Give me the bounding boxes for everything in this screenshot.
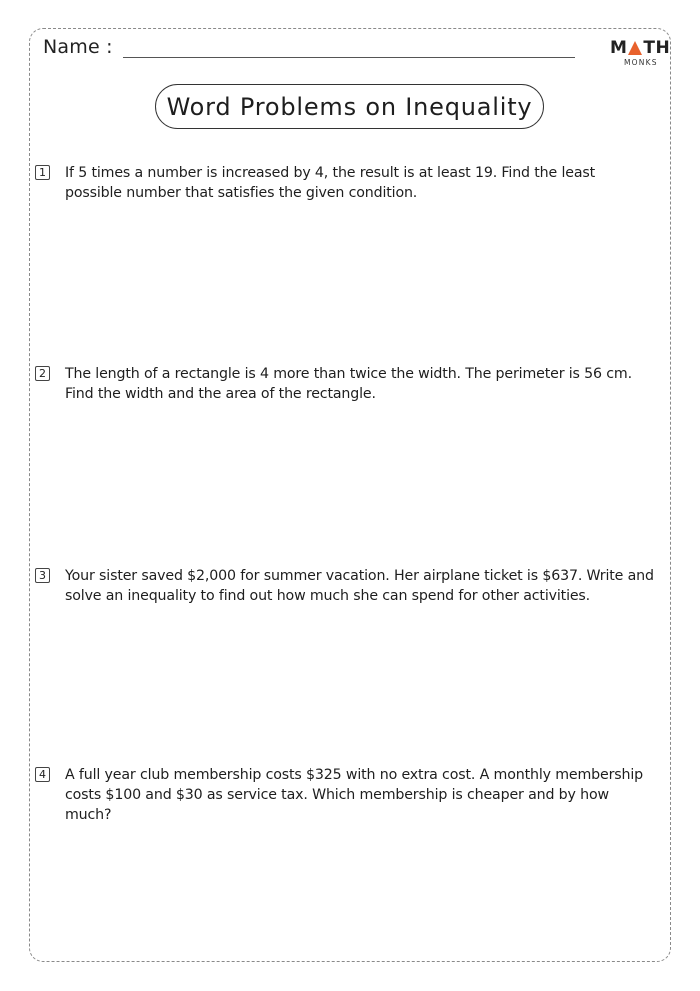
question-text: The length of a rectangle is 4 more than twice the width. The perimeter is 56 cm. Find the width and the area of the rectangle.	[65, 366, 632, 402]
question-number: 3	[35, 568, 50, 583]
question-text: If 5 times a number is increased by 4, the result is at least 19. Find the least possible number that satisfies the given condition.	[65, 165, 596, 201]
question-text: A full year club membership costs $325 with no extra cost. A monthly membership costs $100 and $30 as service tax. Which membership is cheaper and by how much?	[65, 767, 643, 823]
question-4	[35, 765, 655, 825]
logo-letter-m: M	[610, 38, 628, 58]
title-box	[155, 84, 544, 129]
logo-word	[610, 38, 671, 58]
question-number: 1	[35, 165, 50, 180]
logo-subtitle: MONKS	[624, 58, 658, 67]
logo-letters-th: TH	[643, 38, 671, 58]
question-3	[35, 566, 655, 606]
question-number: 4	[35, 767, 50, 782]
triangle-icon	[628, 41, 642, 55]
question-2	[35, 364, 655, 404]
name-line[interactable]	[123, 39, 575, 58]
question-text: Your sister saved $2,000 for summer vacation. Her airplane ticket is $637. Write and solve an inequality to find out how much she can spend for other activities.	[65, 568, 654, 604]
page-title: Word Problems on Inequality	[166, 92, 533, 121]
question-1	[35, 163, 655, 203]
math-monks-logo	[610, 38, 671, 75]
name-label: Name :	[43, 36, 113, 58]
name-row	[43, 36, 575, 58]
question-number: 2	[35, 366, 50, 381]
